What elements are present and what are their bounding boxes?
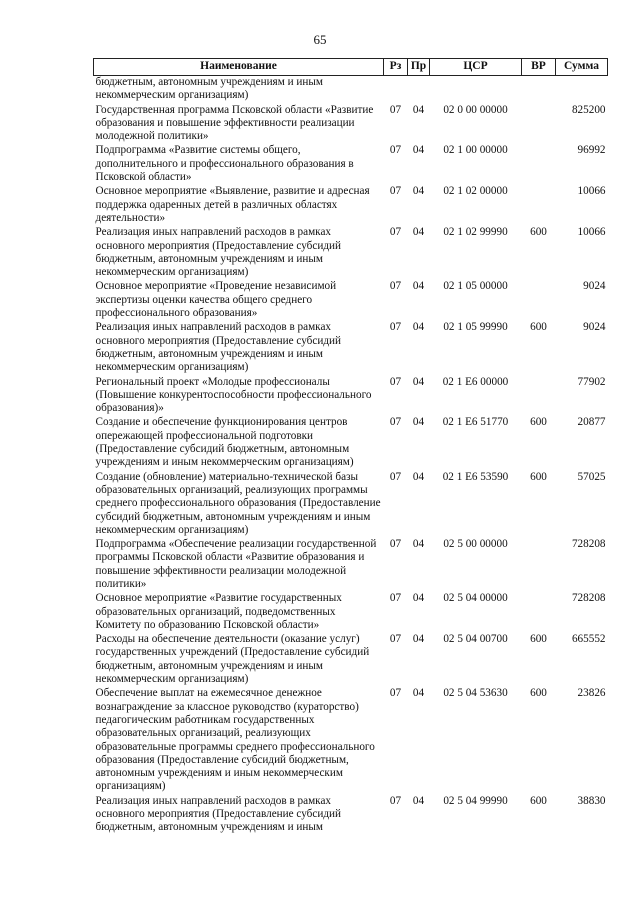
- cell-pr: 04: [412, 103, 425, 116]
- cell-sum: 38830: [577, 794, 606, 807]
- cell-rz: 07: [389, 185, 402, 198]
- cell-rz: 07: [389, 103, 402, 116]
- cell-pr: 04: [412, 538, 425, 551]
- table-row: [94, 795, 608, 836]
- cell-rz: 07: [389, 592, 402, 605]
- cell-pr: 04: [412, 470, 425, 483]
- cell-name: Подпрограмма «Обеспечение реализации государственной программы Псковской области «Развитие образования и повышение эффективности реализации молодежной политики»: [95, 538, 377, 590]
- cell-name: Расходы на обеспечение деятельности (оказание услуг) государственных учреждений (Предоставление субсидий бюджетным, автономным учреждениям и иным некоммерческим организациям): [95, 633, 370, 686]
- cell-csr: 02 5 00 00000: [443, 538, 508, 551]
- cell-sum: 77902: [577, 375, 606, 388]
- cell-vr: [522, 104, 556, 145]
- cell-vr: 600: [530, 416, 547, 429]
- cell-sum: 728208: [571, 592, 606, 605]
- cell-rz: 07: [389, 470, 402, 483]
- cell-csr: 02 1 02 99990: [443, 226, 508, 239]
- cell-rz: 07: [389, 144, 402, 157]
- cell-sum: 20877: [577, 416, 606, 429]
- table-header-row: [94, 59, 608, 76]
- cell-name: Основное мероприятие «Выявление, развитие и адресная поддержка одаренных детей в различных областях деятельности»: [95, 185, 370, 224]
- table-row: [94, 471, 608, 538]
- cell-sum: 23826: [577, 687, 606, 700]
- cell-vr: [522, 185, 556, 226]
- column-header-pr: Пр: [408, 59, 430, 76]
- column-header-name: Наименование: [94, 59, 384, 76]
- cell-rz: 07: [389, 538, 402, 551]
- cell-sum: 10066: [577, 226, 606, 239]
- table-row: [94, 144, 608, 185]
- cell-rz: 07: [389, 321, 402, 334]
- cell-csr: 02 0 00 00000: [443, 103, 508, 116]
- cell-rz: [384, 76, 408, 104]
- cell-vr: [522, 144, 556, 185]
- cell-name: Государственная программа Псковской области «Развитие образования и повышение эффективности реализации молодежной политики»: [95, 103, 374, 143]
- cell-sum: 10066: [577, 185, 606, 198]
- cell-pr: 04: [412, 416, 425, 429]
- cell-pr: 04: [412, 280, 425, 293]
- cell-sum: 96992: [577, 144, 606, 157]
- cell-csr: 02 1 05 99990: [443, 321, 508, 334]
- cell-vr: 600: [530, 470, 547, 483]
- cell-name: Реализация иных направлений расходов в рамках основного мероприятия (Предоставление субсидий бюджетным, автономным учреждениям и иным некоммерческим организациям): [95, 321, 341, 374]
- cell-sum: 665552: [571, 633, 606, 646]
- cell-csr: 02 5 04 53630: [443, 687, 508, 700]
- cell-pr: 04: [412, 633, 425, 646]
- cell-vr: [522, 538, 556, 592]
- budget-table: [93, 58, 608, 836]
- cell-name: Региональный проект «Молодые профессионалы (Повышение конкурентоспособности профессионального образования)»: [95, 375, 372, 415]
- table-row: [94, 538, 608, 592]
- table-row: [94, 104, 608, 145]
- cell-csr: 02 5 04 00700: [443, 633, 508, 646]
- table-row: [94, 76, 608, 104]
- cell-csr: 02 1 E6 00000: [442, 375, 509, 388]
- cell-name: Основное мероприятие «Проведение независимой экспертизы оценки качества общего среднего профессионального образования»: [95, 280, 337, 320]
- column-header-vr: ВР: [522, 59, 556, 76]
- cell-rz: 07: [389, 226, 402, 239]
- cell-rz: 07: [389, 375, 402, 388]
- cell-vr: [522, 76, 556, 104]
- cell-vr: 600: [530, 226, 547, 239]
- cell-pr: 04: [412, 321, 425, 334]
- cell-rz: 07: [389, 687, 402, 700]
- cell-csr: 02 1 E6 51770: [442, 416, 509, 429]
- cell-csr: 02 1 E6 53590: [442, 470, 509, 483]
- cell-rz: 07: [389, 633, 402, 646]
- cell-pr: 04: [412, 144, 425, 157]
- cell-vr: 600: [530, 687, 547, 700]
- cell-name: Реализация иных направлений расходов в рамках основного мероприятия (Предоставление субсидий бюджетным, автономным учреждениям и иным: [95, 794, 341, 834]
- cell-rz: 07: [389, 794, 402, 807]
- cell-name: бюджетным, автономным учреждениям и иным некоммерческим организациям): [95, 76, 323, 102]
- cell-name: Реализация иных направлений расходов в рамках основного мероприятия (Предоставление субсидий бюджетным, автономным учреждениям и иным некоммерческим организациям): [95, 226, 341, 279]
- cell-rz: 07: [389, 416, 402, 429]
- cell-csr: [430, 76, 522, 104]
- cell-csr: 02 1 05 00000: [443, 280, 508, 293]
- table-row: [94, 280, 608, 321]
- cell-name: Подпрограмма «Развитие системы общего, дополнительного и профессионального образования в Псковской области»: [95, 144, 354, 184]
- cell-csr: 02 1 02 00000: [443, 185, 508, 198]
- cell-vr: [522, 280, 556, 321]
- cell-name: Создание и обеспечение функционирования центров опережающей профессиональной подготовки (Предоставление субсидий бюджетным, автономным учреждениям и иным некоммерческим организациям): [95, 416, 354, 469]
- cell-csr: 02 5 04 00000: [443, 592, 508, 605]
- table-row: [94, 633, 608, 687]
- column-header-csr: ЦСР: [430, 59, 522, 76]
- cell-vr: [522, 376, 556, 417]
- cell-pr: [408, 76, 430, 104]
- cell-sum: 825200: [571, 103, 606, 116]
- column-header-sum: Сумма: [556, 59, 608, 76]
- cell-vr: [522, 592, 556, 633]
- page-number: 65: [313, 32, 327, 47]
- table-row: [94, 321, 608, 375]
- cell-vr: 600: [530, 633, 547, 646]
- table-row: [94, 226, 608, 280]
- table-row: [94, 687, 608, 794]
- cell-sum: [556, 76, 608, 104]
- cell-pr: 04: [412, 687, 425, 700]
- cell-vr: 600: [530, 794, 547, 807]
- cell-pr: 04: [412, 794, 425, 807]
- cell-csr: 02 1 00 00000: [443, 144, 508, 157]
- column-header-rz: Рз: [384, 59, 408, 76]
- table-row: [94, 592, 608, 633]
- table-row: [94, 416, 608, 470]
- cell-rz: 07: [389, 280, 402, 293]
- cell-sum: 9024: [583, 321, 606, 334]
- cell-pr: 04: [412, 226, 425, 239]
- cell-pr: 04: [412, 592, 425, 605]
- cell-csr: 02 5 04 99990: [443, 794, 508, 807]
- cell-pr: 04: [412, 185, 425, 198]
- cell-pr: 04: [412, 375, 425, 388]
- table-row: [94, 185, 608, 226]
- cell-sum: 9024: [583, 280, 606, 293]
- table-row: [94, 376, 608, 417]
- cell-name: Обеспечение выплат на ежемесячное денежное вознаграждение за классное руководство (кураторство) педагогическим работникам государственных образовательных организаций, реализующих образовательные программы среднего профессионального образования (Предоставление субсидий бюджетным, автономным учреждениям и иным некоммерческим организациям): [95, 687, 375, 793]
- cell-name: Основное мероприятие «Развитие государственных образовательных организаций, подведомственных Комитету по образованию Псковской области»: [95, 592, 342, 631]
- cell-name: Создание (обновление) материально-технической базы образовательных организаций, реализующих программы среднего профессионального образования (Предоставление субсидий бюджетным, автономным учреждениям и иным некоммерческим организациям): [95, 470, 381, 536]
- cell-sum: 57025: [577, 470, 606, 483]
- cell-sum: 728208: [571, 538, 606, 551]
- cell-vr: 600: [530, 321, 547, 334]
- table-body: [94, 76, 608, 836]
